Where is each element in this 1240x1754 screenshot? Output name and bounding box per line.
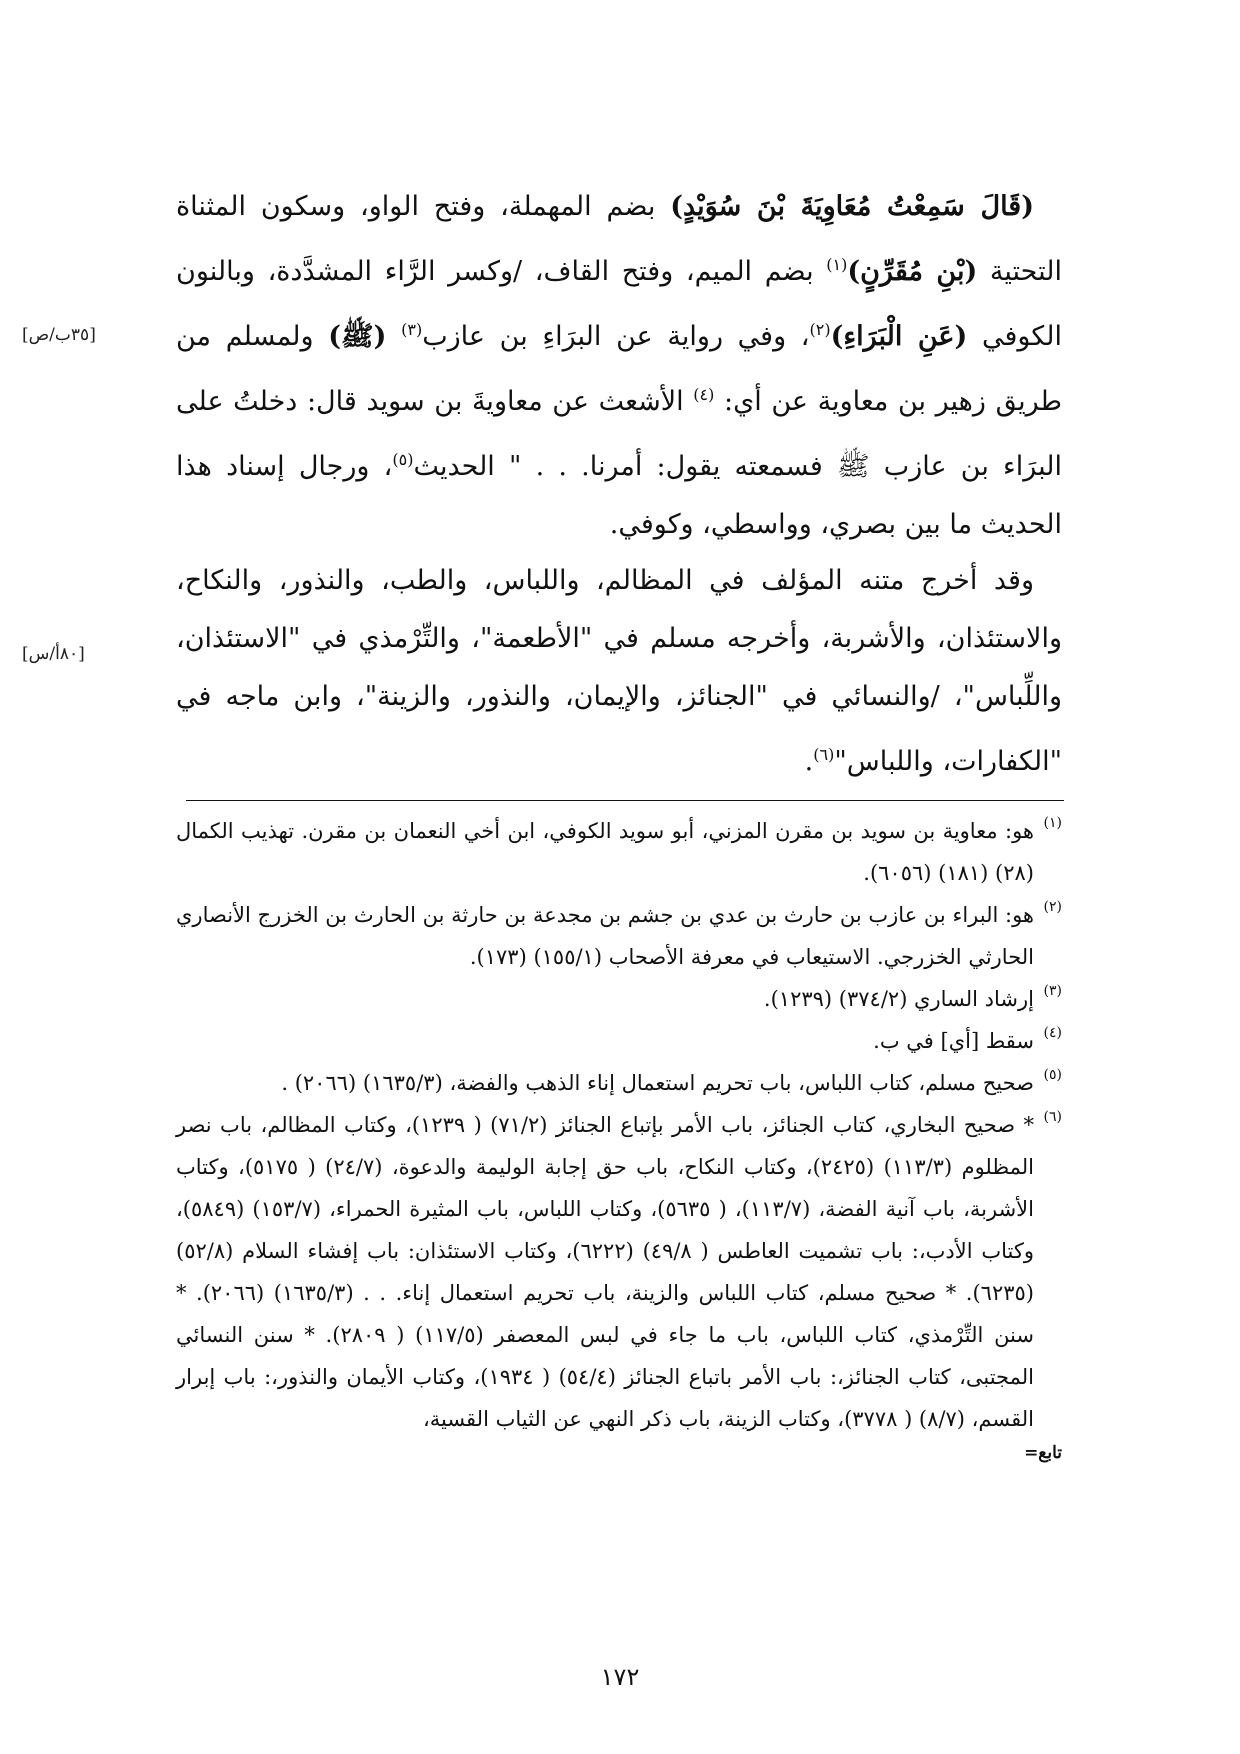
footnote-3: (٣) إرشاد الساري (٣٧٤/٢) (١٢٣٩). — [763, 983, 1062, 1011]
footnote-ref: (٥) — [392, 450, 414, 469]
commentary-text: بضم الميم، وفتح القاف، /وكسر الرَّاء المشدَّدة، وبالنون الكوفي — [176, 256, 1062, 352]
footnote-6: (٦) * صحيح البخاري، كتاب الجنائز، باب الأمر بإتباع الجنائز (٧١/٢) ( ١٢٣٩)، وكتاب المظالم، باب نصر المظلوم (١١٣/٣) (٢٤٢٥)، وكتاب النكاح، باب حق إجابة الوليمة والدعوة، (٢٤/٧) ( ٥١٧٥)، وكتاب الأشربة، باب آنية الفضة، (١١٣/٧)، ( ٥٦٣٥)، وكتاب اللباس، باب المثيرة الحمراء، (١٥٣/٧) (٥٨٤٩)، وكتاب الأدب،: باب تشميت العاطس ( ٤٩/٨) (٦٢٢٢)، وكتاب الاستئذان: باب إفشاء السلام (٥٢/٨) (٦٢٣٥). * صحيح مسلم، كتاب اللباس والزينة، باب تحريم استعمال إناء. . . (١٦٣٥/٣) (٢٠٦٦). * سنن التِّرْمذي، كتاب اللباس، باب ما جاء في لبس المعصفر (١١٧/٥) ( ٢٨٠٩). * سنن النسائي المجتبى، كتاب الجنائز،: باب الأمر باتباع الجنائز (٥٤/٤) ( ١٩٣٤)، وكتاب الأيمان والنذور،: باب إبرار القسم، (٨/٧) ( ٣٧٧٨)، وكتاب الزينة، باب ذكر النهي عن الثياب القسية، — [176, 1109, 1062, 1431]
commentary-text: ، وفي رواية عن البرَاءِ بن عازب — [422, 321, 810, 352]
commentary-text: وقد أخرج متنه المؤلف في المظالم، واللباس، والطب، والنذور، والنكاح، والاستئذان، والأشربة، وأخرجه مسلم في "الأطعمة"، والتِّرْمذي في "الاستئذان، واللِّباس"، /والنسائي في "الجنائز، والإيمان، والنذور، والزينة"، وابن ماجه في "الكفارات، واللباس" — [176, 565, 1062, 777]
commentary-text: الأشعث عن معاويةَ بن سويد قال: دخلتُ على البرَاء بن عازب ﷺ فسمعته يقول: أمرنا. . . " الحديث — [176, 386, 1063, 482]
quoted-matn: (عَنِ الْبَرَاءِ) — [830, 321, 968, 352]
commentary-text — [386, 321, 401, 352]
quoted-matn: (قَالَ سَمِعْتُ مُعَاوِيَةَ بْنَ سُوَيْدٍ) — [670, 191, 1034, 222]
commentary-text: . — [804, 746, 814, 777]
commentary-text: ولمسلم من طريق زهير بن معاوية عن أي: — [176, 321, 1062, 417]
footnote-ref: (٤) — [693, 385, 715, 404]
commentary-text: ، ورجال إسناد هذا الحديث ما بين بصري، وواسطي، وكوفي. — [176, 451, 1062, 540]
footnote-ref: (١) — [826, 255, 848, 274]
main-paragraph-2 — [176, 552, 1062, 791]
continued-label: تابع= — [1024, 1443, 1062, 1463]
margin-note-1: [٣٥ب/ص] — [22, 325, 96, 345]
footnote-1: (١) هو: معاوية بن سويد بن مقرن المزني، أبو سويد الكوفي، ابن أخي النعمان بن مقرن. تهذيب الكمال (٢٨) (١٨١) (٦٠٥٦). — [176, 815, 1062, 885]
margin-note-2: [٨٠أ/س] — [22, 644, 85, 664]
commentary-text: بضم المهملة، وفتح الواو، وسكون المثناة التحتية — [176, 191, 1062, 287]
quoted-matn: (بْنِ مُقَرِّنٍ) — [847, 256, 978, 287]
footnote-4: (٤) سقط [أي] في ب. — [873, 1025, 1062, 1053]
page-number: ١٧٢ — [600, 1663, 640, 1691]
footnote-5: (٥) صحيح مسلم، كتاب اللباس، باب تحريم استعمال إناء الذهب والفضة، (١٦٣٥/٣) (٢٠٦٦) . — [281, 1067, 1062, 1095]
footnote-separator — [186, 800, 1064, 801]
footnote-2: (٢) هو: البراء بن عازب بن حارث بن عدي بن جشم بن مجدعة بن حارثة بن الحارث بن الخزرج الأنصاري الحارثي الخزرجي. الاستيعاب في معرفة الأصحاب (١٥٥/١) (١٧٣). — [176, 899, 1062, 969]
footnotes — [176, 810, 1062, 1466]
quoted-matn: (ﷺ) — [328, 321, 387, 352]
footnote-ref: (٢) — [809, 320, 831, 339]
footnote-ref: (٦) — [813, 745, 835, 764]
main-paragraph-1 — [176, 178, 1062, 554]
footnote-ref: (٣) — [401, 320, 423, 339]
